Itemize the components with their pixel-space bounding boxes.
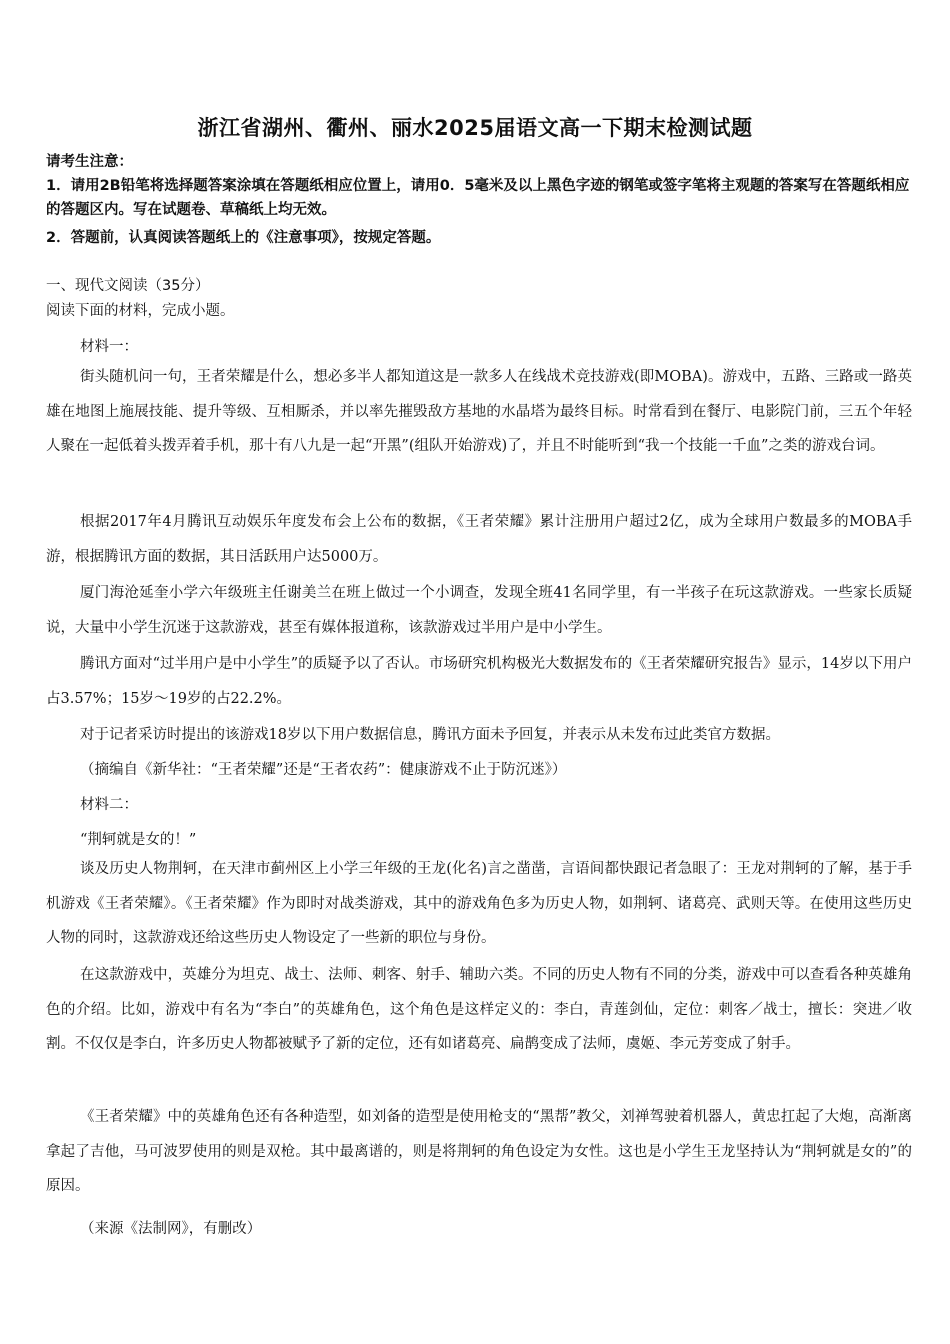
material-2-paragraph-2: 在这款游戏中，英雄分为坦克、战士、法师、刺客、射手、辅助六类。不同的历史人物有不同的分类，游戏中可以查看各种英雄角色的介绍。比如，游戏中有名为“李白”的英雄角色，这个角色是这样定义的：李白，青莲剑仙，定位：刺客／战士，擅长：突进／收割。不仅仅是李白，许多历史人物都被赋予了新的定位，还有如诸葛亮、扁鹊变成了法师，虞姬、李元芳变成了射手。 bbox=[46, 967, 912, 1052]
section-heading: 一、现代文阅读（35分） bbox=[46, 278, 210, 294]
material-1-paragraph-4: 腾讯方面对“过半用户是中小学生”的质疑予以了否认。市场研究机构极光大数据发布的《王者荣耀研究报告》显示，14岁以下用户占3.57%；15岁～19岁的占22.2%。 bbox=[46, 656, 912, 707]
material-1-paragraph-2: 根据2017年4月腾讯互动娱乐年度发布会上公布的数据，《王者荣耀》累计注册用户超过2亿，成为全球用户数最多的MOBA手游，根据腾讯方面的数据，其日活跃用户达5000万。 bbox=[46, 514, 912, 565]
notice-item-2: 2．答题前，认真阅读答题纸上的《注意事项》，按规定答题。 bbox=[46, 230, 441, 246]
reading-instruction: 阅读下面的材料，完成小题。 bbox=[46, 303, 235, 319]
material-2-source: （来源《法制网》，有删改） bbox=[80, 1221, 262, 1237]
material-2-label: 材料二： bbox=[80, 797, 138, 813]
material-1-paragraph-1: 街头随机问一句，王者荣耀是什么，想必多半人都知道这是一款多人在线战术竞技游戏(即MOBA)。游戏中，五路、三路或一路英雄在地图上施展技能、提升等级、互相厮杀，并以率先摧毁敌方基地的水晶塔为最终目标。时常看到在餐厅、电影院门前，三五个年轻人聚在一起低着头拨弄着手机，那十有八九是一起“开黑”(组队开始游戏)了，并且不时能听到“我一个技能一千血”之类的游戏台词。 bbox=[46, 369, 912, 454]
material-1-paragraph-5: 对于记者采访时提出的该游戏18岁以下用户数据信息，腾讯方面未予回复，并表示从未发布过此类官方数据。 bbox=[80, 727, 780, 743]
material-2-paragraph-1: 谈及历史人物荆轲，在天津市蓟州区上小学三年级的王龙(化名)言之凿凿，言语间都快跟记者急眼了：王龙对荆轲的了解，基于手机游戏《王者荣耀》。《王者荣耀》作为即时对战类游戏，其中的游戏角色多为历史人物，如荆轲、诸葛亮、武则天等。在使用这些历史人物的同时，这款游戏还给这些历史人物设定了一些新的职位与身份。 bbox=[46, 861, 912, 946]
material-2-paragraph-3: 《王者荣耀》中的英雄角色还有各种造型，如刘备的造型是使用枪支的“黑帮”教父，刘禅驾驶着机器人，黄忠扛起了大炮，高渐离拿起了吉他，马可波罗使用的则是双枪。其中最离谱的，则是将荆轲的角色设定为女性。这也是小学生王龙坚持认为“荆轲就是女的”的原因。 bbox=[46, 1109, 912, 1194]
notice-item-1: 1．请用2B铅笔将选择题答案涂填在答题纸相应位置上，请用0．5毫米及以上黑色字迹的钢笔或签字笔将主观题的答案写在答题纸相应的答题区内。写在试题卷、草稿纸上均无效。 bbox=[46, 178, 910, 218]
material-1-label: 材料一： bbox=[80, 339, 138, 355]
notice-heading: 请考生注意： bbox=[46, 154, 133, 170]
document-title: 浙江省湖州、衢州、丽水2025届语文高一下期末检测试题 bbox=[197, 116, 753, 140]
material-1-source: （摘编自《新华社：“王者荣耀”还是“王者农药”：健康游戏不止于防沉迷》） bbox=[80, 762, 567, 778]
material-2-quote: “荆轲就是女的！” bbox=[80, 832, 197, 848]
material-1-paragraph-3: 厦门海沧延奎小学六年级班主任谢美兰在班上做过一个小调查，发现全班41名同学里，有一半孩子在玩这款游戏。一些家长质疑说，大量中小学生沉迷于这款游戏，甚至有媒体报道称，该款游戏过半用户是中小学生。 bbox=[46, 585, 912, 636]
